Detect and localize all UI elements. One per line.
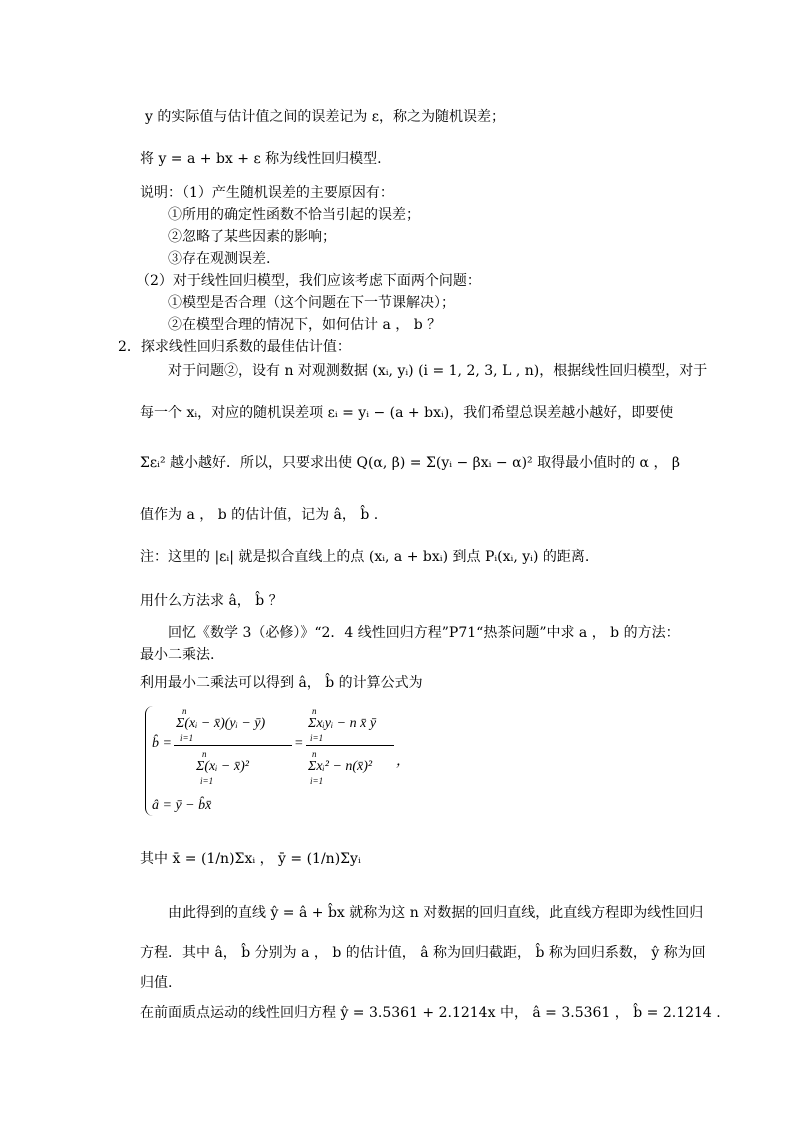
text-line-cause-1: ①所用的确定性函数不恰当引起的误差； [168, 207, 420, 223]
fraction-bar-2 [306, 745, 394, 746]
a-hat-formula: â = ȳ − b̂x̄ [152, 798, 212, 813]
text-line-cause-2: ②忽略了某些因素的影响； [168, 229, 336, 245]
text-line-mean-definition: 其中 x̄ = (1/n)Σxᵢ ， ȳ = (1/n)Σyᵢ [140, 851, 361, 867]
text-line-explanation-heading: 说明：（1）产生随机误差的主要原因有： [140, 185, 394, 201]
formula-comma: ， [396, 754, 410, 769]
text-line-random-error: y 的实际值与估计值之间的误差记为 ε，称之为随机误差； [145, 109, 506, 125]
b-hat-label: b̂ = [152, 736, 172, 751]
sum-limit-bottom-1: i=1 [180, 733, 194, 743]
text-line-question-1: ①模型是否合理（这个问题在下一节课解决）； [168, 295, 455, 311]
text-line-recall: 回忆《数学 3（必修）》“2．4 线性回归方程”P71“热茶问题”中求 a ， b 的方法： [168, 625, 680, 641]
text-line-formula-intro: 利用最小二乘法可以得到 â， b̂ 的计算公式为 [140, 675, 423, 691]
text-line-terms: 方程．其中 â， b̂ 分别为 a ， b 的估计值， â 称为回归截距， b̂ 称为回归系数， ŷ 称为回 [140, 945, 706, 961]
sum-limit-top-3: n [312, 706, 317, 716]
text-line-error-term: 每一个 xᵢ，对应的随机误差项 εᵢ = yᵢ − (a + bxᵢ)，我们希望总误差越小越好，即要使 [140, 405, 674, 421]
text-line-note-distance: 注：这里的 |εᵢ| 就是拟合直线上的点 (xᵢ, a + bxᵢ) 到点 Pᵢ(xᵢ, yᵢ) 的距离. [140, 549, 590, 565]
sum-limit-bottom-4: i=1 [310, 776, 324, 786]
text-line-two-questions: （2）对于线性回归模型，我们应该考虑下面两个问题： [136, 273, 481, 289]
text-line-linear-model: 将 y = a + bx + ε 称为线性回归模型. [140, 151, 382, 167]
denominator-1: Σ(xᵢ − x̄)² [196, 759, 249, 774]
sum-limit-bottom-2: i=1 [200, 776, 214, 786]
sum-limit-top-2: n [202, 749, 207, 759]
numerator-1: Σ(xᵢ − x̄)(yᵢ − ȳ) [176, 716, 266, 731]
fraction-bar-1 [174, 745, 292, 746]
denominator-2: Σxᵢ² − n(x̄)² [308, 759, 373, 774]
text-line-estimates: 值作为 a ， b 的估计值，记为 â， b̂ . [140, 507, 379, 523]
text-line-example-equation: 在前面质点运动的线性回归方程 ŷ = 3.5361 + 2.1214x 中， â = 3.5361 ， b̂ = 2.1214 . [140, 1005, 721, 1021]
text-line-method-question: 用什么方法求 â， b̂ ？ [140, 593, 283, 609]
text-line-regression-line: 由此得到的直线 ŷ = â + b̂x 就称为这 n 对数据的回归直线，此直线方程即为线性回归 [168, 905, 704, 921]
text-line-least-squares: 最小二乘法. [140, 647, 215, 663]
text-line-cause-3: ③存在观测误差. [168, 251, 271, 267]
text-line-minimize: Σεᵢ² 越小越好．所以，只要求出使 Q(α, β) = Σ(yᵢ − βxᵢ − α)² 取得最小值时的 α ， β [140, 455, 680, 471]
sum-limit-top-1: n [182, 706, 187, 716]
sum-limit-top-4: n [312, 749, 317, 759]
sum-limit-bottom-3: i=1 [310, 733, 324, 743]
text-line-question-2: ②在模型合理的情况下，如何估计 a ， b ？ [168, 317, 442, 333]
equals-sign: = [294, 736, 304, 751]
numerator-2: Σxᵢyᵢ − n x̄ ȳ [308, 716, 377, 731]
section-heading: 2．探求线性回归系数的最佳估计值： [118, 339, 351, 355]
text-line-regression-value: 归值. [140, 975, 173, 991]
text-line-observation-data: 对于问题②，设有 n 对观测数据 (xᵢ, yᵢ) (i = 1, 2, 3, L , n)，根据线性回归模型，对于 [168, 363, 708, 379]
